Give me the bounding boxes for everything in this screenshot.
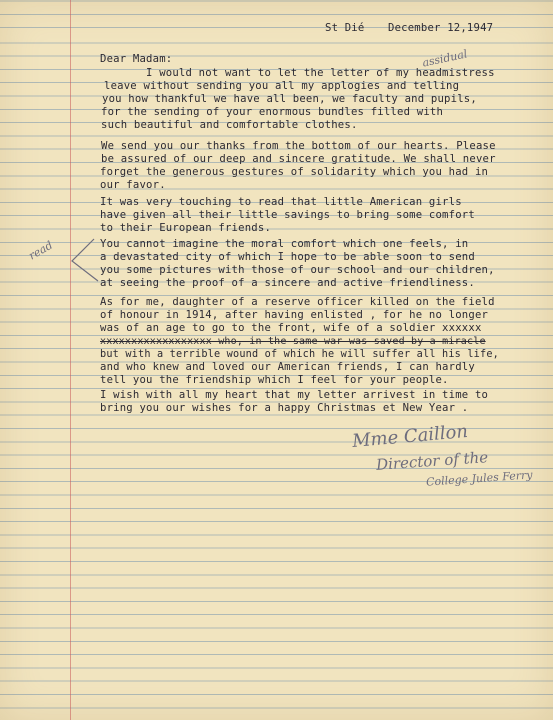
line: you some pictures with those of our school and our children, (100, 264, 495, 276)
header-place: St Dié (325, 22, 365, 34)
line: I wish with all my heart that my letter arrivest in time to (100, 389, 489, 401)
salutation: Dear Madam: (100, 53, 173, 65)
line: I would not want to let the letter of my headmistress (100, 67, 495, 79)
line: forget the generous gestures of solidarity which you had in (100, 166, 489, 178)
line: at seeing the proof of a sincere and active friendliness. (100, 277, 475, 289)
line: of honour in 1914, after having enlisted , for he no longer (100, 309, 489, 321)
line: to their European friends. (100, 222, 272, 234)
handwritten-annotation-read: read (26, 238, 55, 263)
line: We send you our thanks from the bottom of our hearts. Please (101, 140, 496, 152)
line: It was very touching to read that little American girls (100, 196, 462, 208)
signature-title-line2: College Jules Ferry (425, 468, 533, 489)
line: for the sending of your enormous bundles filled with (101, 106, 444, 118)
handwritten-annotation-assidual: assidual (421, 47, 469, 70)
red-margin-line (70, 0, 71, 720)
signature-name: Mme Caillon (351, 420, 469, 453)
signature-title-line1: Director of the (375, 448, 489, 474)
line-struck: xxxxxxxxxxxxxxxxxx who, in the same war was saved by a miracle (100, 336, 486, 347)
line: As for me, daughter of a reserve officer killed on the field (100, 296, 495, 308)
header-date: December 12,1947 (388, 22, 494, 34)
line: be assured of our deep and sincere gratitude. We shall never (101, 153, 496, 165)
line: leave without sending you all my applogies and telling (104, 80, 460, 92)
line: but with a terrible wound of which he will suffer all his life, (100, 349, 500, 360)
line: our favor. (100, 179, 166, 191)
line: a devastated city of which I hope to be able soon to send (100, 251, 475, 263)
line: tell you the friendship which I feel for your people. (100, 374, 449, 386)
line: have given all their little savings to bring some comfort (100, 209, 475, 221)
line: you how thankful we have all been, we faculty and pupils, (102, 93, 477, 105)
line: bring you our wishes for a happy Christmas et New Year . (100, 402, 469, 414)
margin-bracket-mark (64, 235, 104, 285)
line: You cannot imagine the moral comfort which one feels, in (100, 238, 469, 250)
line: such beautiful and comfortable clothes. (101, 119, 358, 131)
line: and who knew and loved our American friends, I can hardly (100, 361, 475, 373)
line: was of an age to go to the front, wife of a soldier xxxxxx (100, 322, 482, 334)
